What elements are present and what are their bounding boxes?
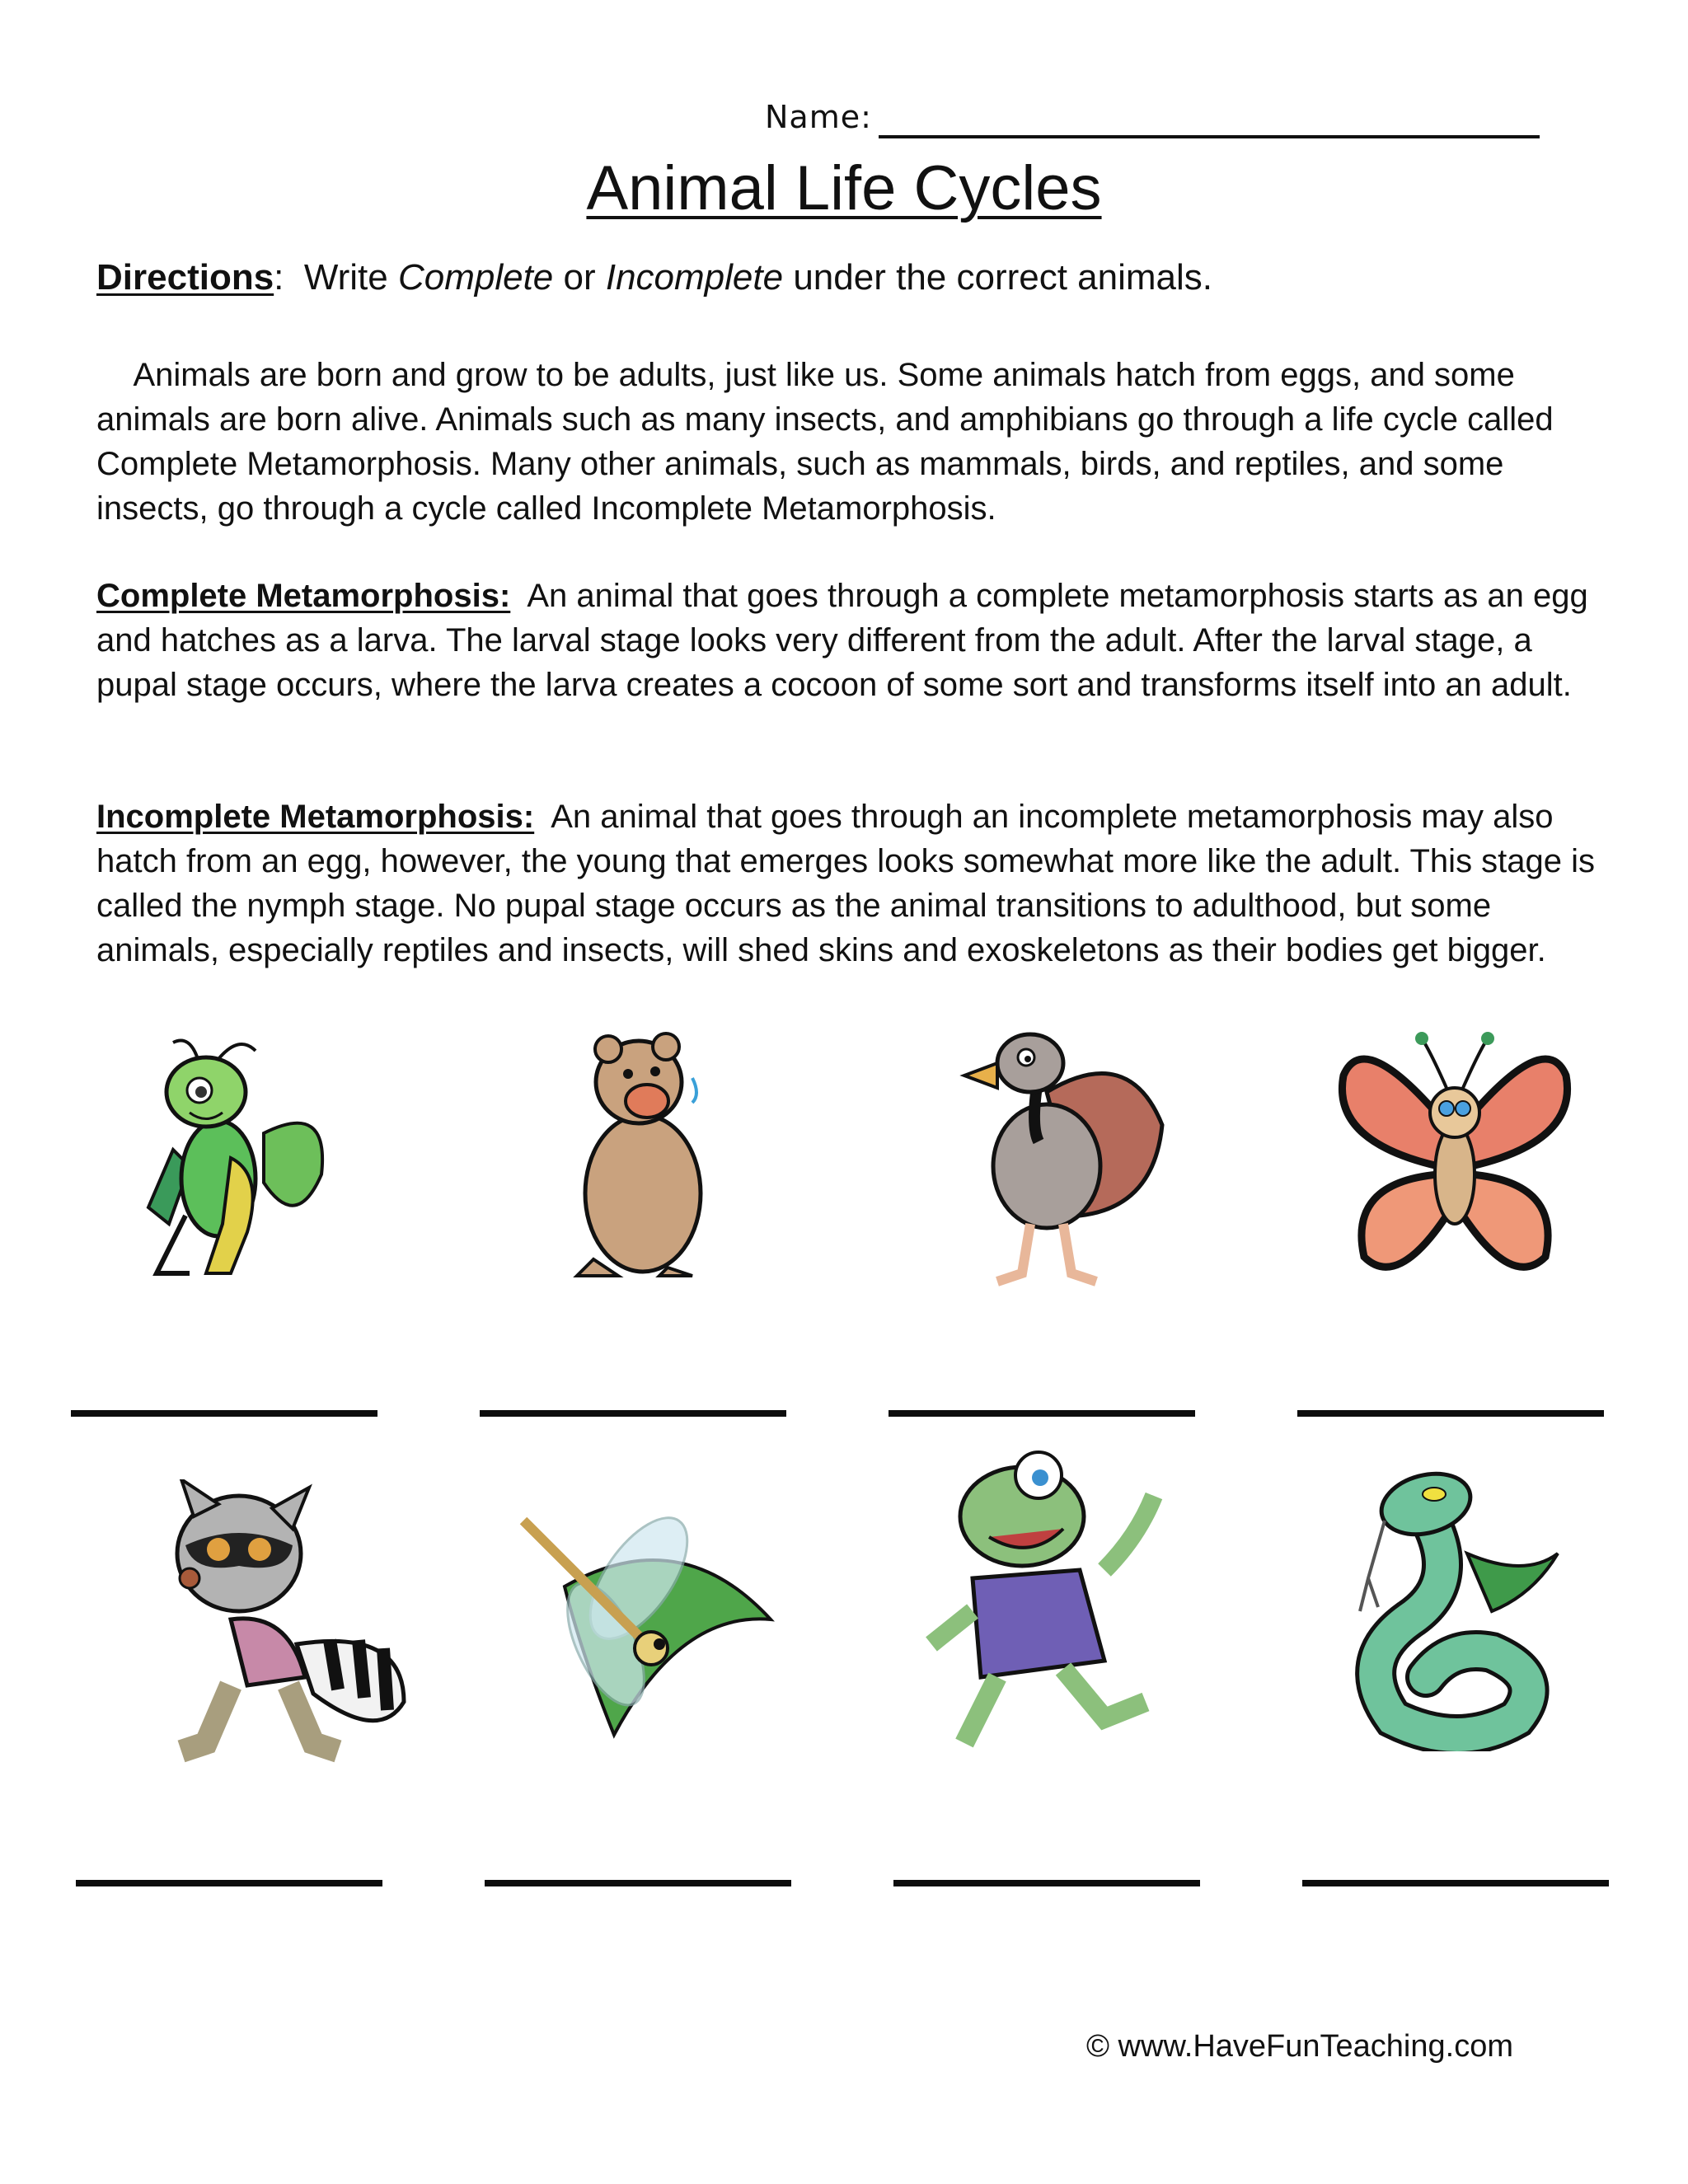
incomplete-section xyxy=(96,794,1597,972)
incomplete-text: An animal that goes through an incomplete metamorphosis may also hatch from an egg, however, the young that emerges looks somewhat more like the adult. This stage is called the nymph stage. No pupal stage occurs as the animal transitions to adulthood, but some animals, especially reptiles and insects, will shed skins and exoskeletons as their bodies get bigger. xyxy=(96,799,1596,968)
directions-word-complete: Complete xyxy=(397,257,554,298)
answer-line-grasshopper[interactable] xyxy=(71,1410,377,1417)
name-label: Name: xyxy=(765,99,872,135)
directions-text-1: Write xyxy=(303,257,388,298)
snake-image xyxy=(1327,1455,1574,1751)
answer-line-dragonfly[interactable] xyxy=(485,1880,791,1886)
directions-colon: : xyxy=(274,257,284,298)
frog-image xyxy=(915,1446,1170,1760)
directions-text-2: under the correct animals. xyxy=(793,257,1213,298)
raccoon-image xyxy=(148,1479,412,1768)
answer-line-turkey[interactable] xyxy=(889,1410,1195,1417)
answer-line-butterfly[interactable] xyxy=(1297,1410,1604,1417)
answer-line-bear[interactable] xyxy=(480,1410,786,1417)
name-line[interactable] xyxy=(879,135,1540,138)
complete-heading: Complete Metamorphosis: xyxy=(96,578,511,614)
complete-text: An animal that goes through a complete metamorphosis starts as an egg and hatches as a larva. The larval stage looks very different from the adult. After the larval stage, a pupal stage occurs, where the larva creates a cocoon of some sort and transforms itself into an adult. xyxy=(96,578,1588,703)
directions-text-or: or xyxy=(563,257,596,298)
grasshopper-image xyxy=(140,1034,338,1282)
turkey-image xyxy=(948,1026,1170,1290)
directions xyxy=(96,257,1212,298)
name-field[interactable] xyxy=(765,99,1540,148)
bear-image xyxy=(560,1029,725,1284)
intro-text: Animals are born and grow to be adults, just like us. Some animals hatch from eggs, and some animals are born alive. Animals such as many insects, and amphibians go through a life cycle called Complete Metamorphosis. Many other animals, such as mammals, birds, and reptiles, and some insects, go through a cycle called Incomplete Metamorphosis. xyxy=(96,357,1554,527)
answer-line-raccoon[interactable] xyxy=(76,1880,382,1886)
dragonfly-image xyxy=(515,1488,779,1751)
directions-word-incomplete: Incomplete xyxy=(605,257,784,298)
answer-line-frog[interactable] xyxy=(893,1880,1200,1886)
incomplete-heading: Incomplete Metamorphosis: xyxy=(96,799,535,835)
intro-paragraph xyxy=(96,353,1597,531)
complete-section xyxy=(96,574,1597,707)
page-title: Animal Life Cycles xyxy=(586,153,1102,223)
answer-line-snake[interactable] xyxy=(1302,1880,1609,1886)
directions-heading: Directions xyxy=(96,257,274,298)
copyright-footer: © www.HaveFunTeaching.com xyxy=(1086,2029,1513,2064)
butterfly-image xyxy=(1331,1026,1578,1290)
